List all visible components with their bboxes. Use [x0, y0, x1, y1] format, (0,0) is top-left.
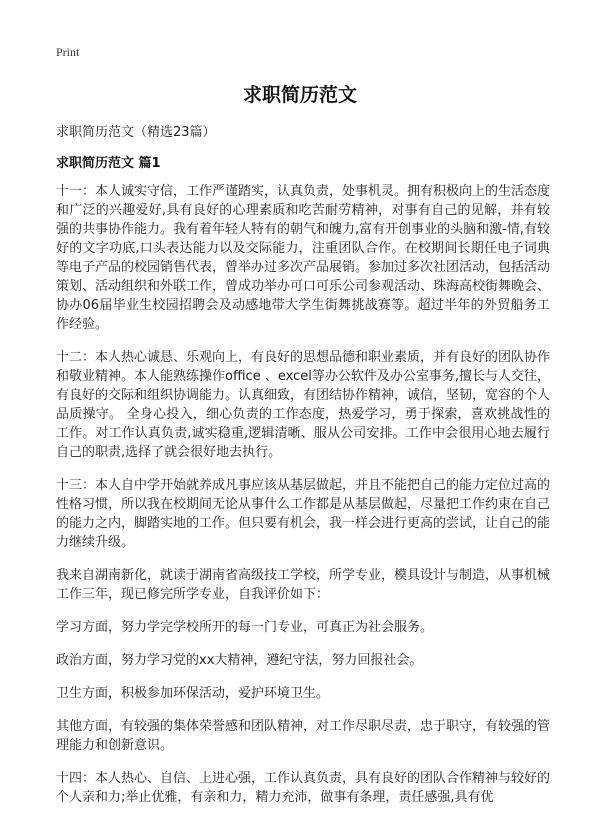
paragraph-11: 十一：本人诚实守信，工作严谨踏实，认真负责，处事机灵。拥有积极向上的生活态度和广泛的兴趣爱好,具有良好的心理素质和吃苦耐劳精神，对事有自己的见解，并有较强的共事协作能力。我有着年轻人特有的朝气和魄力,富有开创事业的头脑和激-情,有较好的文字功底,口头表达能力以及交际能力，注重团队合作。在校期间长期任电子词典等电子产品的校园销售代表，曾举办过多次产品展销。参加过多次社团活动，包括活动策划、活动组织和外联工作，曾成功举办可口可乐公司参观活动、珠海高校街舞晚会、协办06届毕业生校园招聘会及动感地带大学生街舞挑战赛等。超过半年的外贸船务工作经验。 — [56, 184, 551, 332]
document-subtitle: 求职简历范文（精选23篇） — [56, 125, 216, 140]
section-heading: 求职简历范文 篇1 — [56, 156, 161, 171]
document-body — [56, 182, 550, 807]
paragraph-study: 学习方面，努力学完学校所开的每一门专业，可真正为社会服务。 — [56, 620, 434, 635]
paragraph-12: 十二：本人热心诚恳、乐观向上，有良好的思想品德和职业素质，并有良好的团队协作和敬业精神。本人能熟练操作office 、excel等办公软件及办公室事务,擅长与人交往，有良好的交际和组织协调能力。认真细致，有团结协作精神，诚信，坚韧，宽容的个人品质操守。 全身心投入，细心负责的工作态度，热爱学习，勇于探索，喜欢挑战性的工作。对工作认真负责,诚实稳重,逻辑清晰、服从公司安排。工作中会很用心地去履行自己的职责,选择了就会很好地去执行。 — [56, 350, 551, 460]
paragraph-14: 十四：本人热心、自信、上进心强，工作认真负责，具有良好的团队合作精神与较好的个人亲和力;举止优雅，有亲和力，精力充沛，做事有条理，责任感强,具有优 — [56, 771, 550, 805]
paragraph-other: 其他方面，有较强的集体荣誉感和团队精神，对工作尽职尽责，忠于职守，有较强的管理能力和创新意识。 — [56, 719, 551, 753]
paragraph-13: 十三：本人自中学开始就养成凡事应该从基层做起，并且不能把自己的能力定位过高的性格习惯，所以我在校期间无论从事什么工作都是从基层做起，尽量把工作约束在自己的能力之内，脚踏实地的工作。但只要有机会，我一样会进行更高的尝试，让自己的能力继续升级。 — [56, 478, 551, 550]
paragraph-politics: 政治方面，努力学习党的xx大精神，遵纪守法，努力回报社会。 — [56, 653, 423, 668]
page-title: 求职简历范文 — [242, 84, 357, 106]
paragraph-hygiene: 卫生方面，积极参加环保活动，爱护环境卫生。 — [56, 686, 330, 701]
print-link[interactable]: Print — [56, 45, 80, 59]
paragraph-intro: 我来自湖南新化，就读于湖南省高级技工学校，所学专业，模具设计与制造，从事机械工作三年，现已修完所学专业，自我评价如下： — [56, 568, 551, 602]
